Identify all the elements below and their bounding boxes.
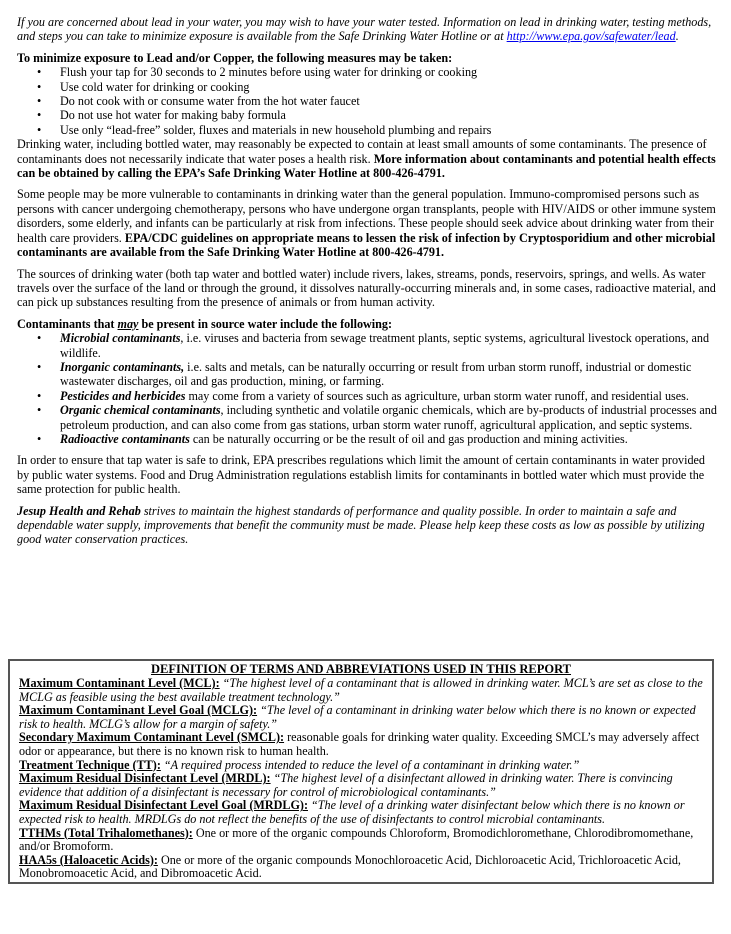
definition-term: Treatment Technique (TT):: [19, 757, 161, 772]
definition-text: One or more of the organic compounds Monochloroacetic Acid, Dichloroacetic Acid, Trichloroacetic Acid, Monobromoacetic Acid, and Dibromoacetic Acid.: [19, 852, 681, 881]
list-item: [17, 389, 717, 403]
definition-text: “A required process intended to reduce the level of a contaminant in drinking water.”: [160, 757, 580, 772]
list-item: [17, 403, 717, 432]
definition-term: Secondary Maximum Contaminant Level (SMCL):: [19, 730, 285, 745]
definition-term: HAA5s (Haloacetic Acids):: [19, 852, 158, 867]
contaminant-term: Inorganic contaminants,: [60, 359, 185, 374]
definition-mclg: [19, 704, 703, 731]
vulnerable-text: Some people may be more vulnerable to contaminants in drinking water than the general population. Immuno-compromised persons such as persons with cancer undergoing chemotherapy, persons who have undergone organ transplants, people with HIV/AIDS or other immune system disorders, some elderly, and infants can be particularly at risk from infections. These people should seek advice about drinking water from their health care providers.: [17, 187, 716, 245]
definitions-box: [8, 659, 714, 884]
closing-text: strives to maintain the highest standards of performance and quality possible. In order to maintain a safe and dependable water supply, improvements that benefit the community must be made. Please help keep these costs as low as possible by utilizing good water conservation practices.: [17, 503, 705, 547]
epa-regulations-paragraph: In order to ensure that tap water is safe to drink, EPA prescribes regulations which limit the amount of certain contaminants in water provided by public water systems. Food and Drug Administration regulations establish limits for contaminants in bottled water which must provide the same protection for public health.: [17, 453, 706, 497]
epa-lead-link[interactable]: http://www.epa.gov/safewater/lead: [506, 29, 676, 44]
definition-mrdl: [19, 772, 703, 799]
definition-mcl: [19, 677, 703, 704]
definitions-title: DEFINITION OF TERMS AND ABBREVIATIONS USED IN THIS REPORT: [150, 662, 572, 676]
contaminants-list: [17, 331, 717, 446]
definition-text: “The highest level of a disinfectant allowed in drinking water. There is convincing evidence that addition of a disinfectant is necessary for control of microbiological contaminants.”: [19, 771, 673, 799]
bottled-water-paragraph: [17, 137, 717, 180]
definition-text: One or more of the organic compounds Chloroform, Bromodichloromethane, Chlorodibromomethane, and/or Bromoform.: [19, 825, 694, 854]
definition-mrdlg: [19, 799, 703, 826]
intro-text: If you are concerned about lead in your water, you may wish to have your water tested. Information on lead in drinking water, testing methods, and steps you can take to minimize exposure is available from the Safe Drinking Water Hotline or at: [17, 15, 712, 44]
water-sources-paragraph: The sources of drinking water (both tap water and bottled water) include rivers, lakes, streams, ponds, reservoirs, springs, and wells. As water travels over the surface of the land or through the ground, it dissolves naturally-occurring minerals and, in some cases, radioactive material, and can pick up substances resulting from the presence of animals or from human activity.: [17, 266, 716, 310]
heading-may: may: [117, 316, 139, 331]
list-item: [17, 360, 717, 389]
list-item: [17, 331, 717, 360]
contaminants-heading: [17, 317, 717, 331]
cdc-guidelines-text: EPA/CDC guidelines on appropriate means to lessen the risk of infection by Cryptosporidium and other microbial contaminants are available from the Safe Drinking Water Hotline at 800-426-4791.: [17, 230, 716, 260]
contaminant-text: i.e. salts and metals, can be naturally occurring or result from urban storm runoff, industrial or domestic wastewater discharges, oil and gas production, mining, or farming.: [60, 359, 692, 389]
definition-smcl: [19, 731, 703, 758]
contaminant-term: Microbial contaminants: [60, 331, 181, 346]
lead-testing-intro: [17, 15, 717, 44]
definition-haa5: [19, 854, 703, 881]
contaminant-term: Organic chemical contaminants: [60, 403, 221, 418]
list-item: [17, 432, 717, 446]
definition-text: reasonable goals for drinking water quality. Exceeding SMCL’s may adversely affect odor or appearance, but there is no known risk to human health.: [19, 730, 700, 758]
contaminant-text: , including synthetic and volatile organic chemicals, which are by-products of industrial processes and petroleum production, and can also come from gas stations, urban storm water runoff, agricultural application, and septic systems.: [60, 403, 717, 432]
contaminant-term: Pesticides and herbicides: [60, 388, 186, 403]
definition-tt: [19, 759, 703, 773]
contaminant-text: , i.e. viruses and bacteria from sewage treatment plants, septic systems, agricultural livestock operations, and wildlife.: [60, 331, 710, 360]
definition-text: “The level of a drinking water disinfectant below which there is no known or expected risk to health. MRDLGs do not reflect the benefits of the use of disinfectants to control microbial contaminants.: [19, 798, 685, 826]
definition-term: Maximum Residual Disinfectant Level (MRDL):: [19, 771, 271, 786]
contaminant-text: may come from a variety of sources such as agriculture, urban storm water runoff, and residential uses.: [185, 388, 689, 403]
list-item: • Do not cook with or consume water from the hot water faucet: [17, 94, 717, 108]
bottled-text: Drinking water, including bottled water, may reasonably be expected to contain at least small amounts of some contaminants. The presence of contaminants does not necessarily indicate that water poses a health risk.: [17, 137, 707, 166]
definition-text: “The highest level of a contaminant that is allowed in drinking water. MCL’s are set as close to the MCLG as feasible using the best available treatment technology.”: [19, 676, 703, 704]
contaminant-term: Radioactive contaminants: [60, 431, 190, 446]
definition-text: “The level of a contaminant in drinking water below which there is no known or expected risk to health. MCLG’s allow for a margin of safety.”: [19, 703, 696, 731]
vulnerable-populations-paragraph: [17, 187, 717, 259]
definition-tthm: [19, 827, 703, 854]
definition-term: Maximum Residual Disinfectant Level Goal (MRDLG):: [19, 798, 308, 813]
list-item: • Flush your tap for 30 seconds to 2 minutes before using water for drinking or cooking: [17, 65, 717, 79]
document-body: [17, 15, 717, 547]
bottled-hotline-text: More information about contaminants and potential health effects can be obtained by calling the EPA’s Safe Drinking Water Hotline at 800-426-4791.: [17, 151, 716, 181]
list-item: • Use only “lead-free” solder, fluxes and materials in new household plumbing and repairs: [17, 123, 717, 137]
list-item: • Use cold water for drinking or cooking: [17, 80, 717, 94]
definition-term: TTHMs (Total Trihalomethanes):: [19, 825, 193, 840]
intro-end: .: [675, 29, 679, 44]
heading-part: be present in source water include the following:: [138, 316, 393, 331]
list-item: • Do not use hot water for making baby formula: [17, 108, 717, 122]
definition-term: Maximum Contaminant Level (MCL):: [19, 676, 220, 690]
contaminant-text: can be naturally occurring or be the result of oil and gas production and mining activities.: [189, 431, 628, 446]
lead-measures-heading: To minimize exposure to Lead and/or Copper, the following measures may be taken:: [17, 50, 453, 65]
lead-measures-list: [17, 65, 717, 137]
closing-paragraph: [17, 504, 717, 547]
definition-term: Maximum Contaminant Level Goal (MCLG):: [19, 703, 258, 718]
organization-name: Jesup Health and Rehab: [17, 503, 141, 518]
heading-part: Contaminants that: [17, 316, 118, 331]
